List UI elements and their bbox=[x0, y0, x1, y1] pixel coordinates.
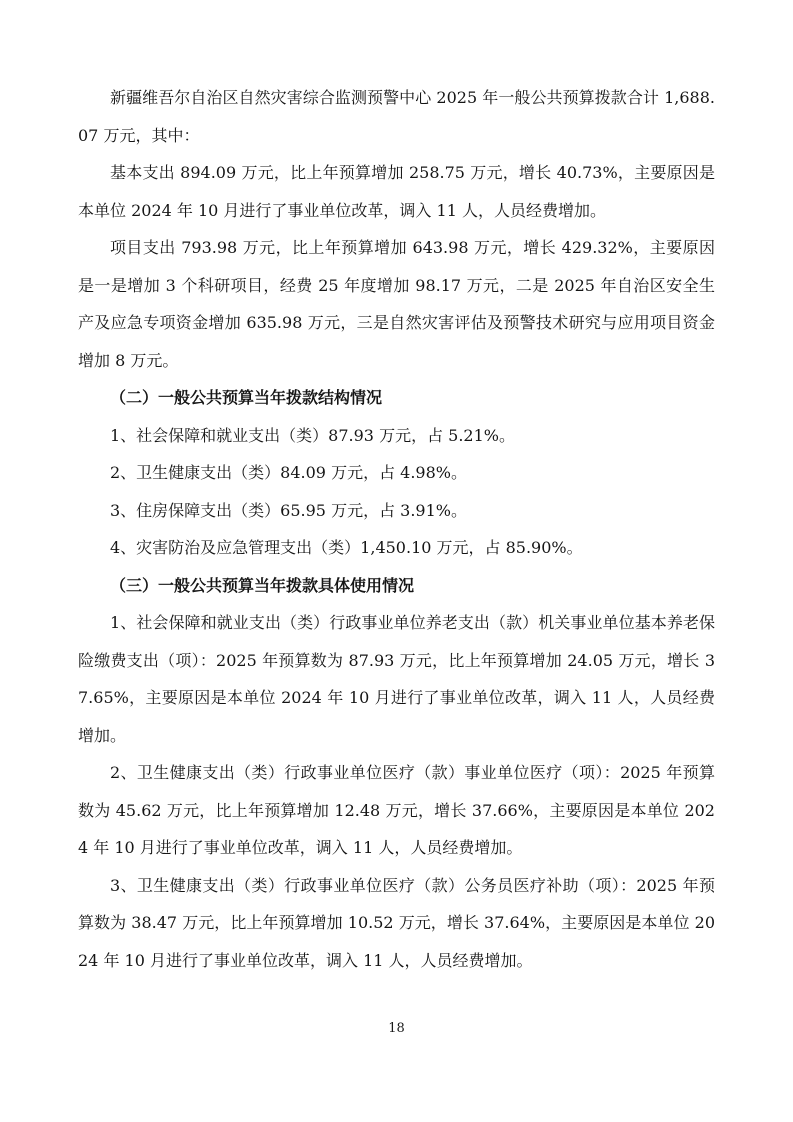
para-usage-pension-contribution: 1、社会保障和就业支出（类）行政事业单位养老支出（款）机关事业单位基本养老保险缴费支出（项）：2025 年预算数为 87.93 万元，比上年预算增加 24.05 万元，增长 37.65%，主要原因是本单位 2024 年 10 月进行了事业单位改革，调入 11 人，人员经费增加。 bbox=[78, 613, 715, 745]
para-usage-civil-servant-medical-subsidy: 3、卫生健康支出（类）行政事业单位医疗（款）公务员医疗补助（项）：2025 年预算数为 38.47 万元，比上年预算增加 10.52 万元，增长 37.64%，主要原因是本单位 2024 年 10 月进行了事业单位改革，调入 11 人，人员经费增加。 bbox=[78, 875, 715, 970]
list-item-housing-security: 3、住房保障支出（类）65.95 万元，占 3.91%。 bbox=[110, 500, 467, 520]
list-item-disaster-prevention-emergency: 4、灾害防治及应急管理支出（类）1,450.10 万元，占 85.90%。 bbox=[110, 538, 583, 557]
para-total-appropriation: 新疆维吾尔自治区自然灾害综合监测预警中心 2025 年一般公共预算拨款合计 1,688.07 万元，其中： bbox=[78, 88, 715, 145]
heading-section-3-appropriation-usage: （三）一般公共预算当年拨款具体使用情况 bbox=[110, 575, 415, 595]
para-usage-institution-medical: 2、卫生健康支出（类）行政事业单位医疗（款）事业单位医疗（项）：2025 年预算数为 45.62 万元，比上年预算增加 12.48 万元，增长 37.66%，主要原因是本单位 2024 年 10 月进行了事业单位改革，调入 11 人，人员经费增加。 bbox=[78, 763, 715, 857]
list-item-health: 2、卫生健康支出（类）84.09 万元，占 4.98%。 bbox=[110, 463, 467, 482]
para-basic-expenditure: 基本支出 894.09 万元，比上年预算增加 258.75 万元，增长 40.73%，主要原因是本单位 2024 年 10 月进行了事业单位改革，调入 11 人，人员经费增加。 bbox=[78, 163, 715, 220]
para-project-expenditure: 项目支出 793.98 万元，比上年预算增加 643.98 万元，增长 429.32%，主要原因是一是增加 3 个科研项目，经费 25 年度增加 98.17 万元，二是 2025 年自治区安全生产及应急专项资金增加 635.98 万元，三是自然灾害评估及预警技术研究与应用项目资金增加 8 万元。 bbox=[78, 238, 715, 370]
heading-section-2-appropriation-structure: （二）一般公共预算当年拨款结构情况 bbox=[110, 388, 383, 407]
page-number: 18 bbox=[388, 1021, 405, 1036]
document-body bbox=[78, 79, 715, 979]
list-item-social-security-employment: 1、社会保障和就业支出（类）87.93 万元，占 5.21%。 bbox=[110, 425, 515, 445]
